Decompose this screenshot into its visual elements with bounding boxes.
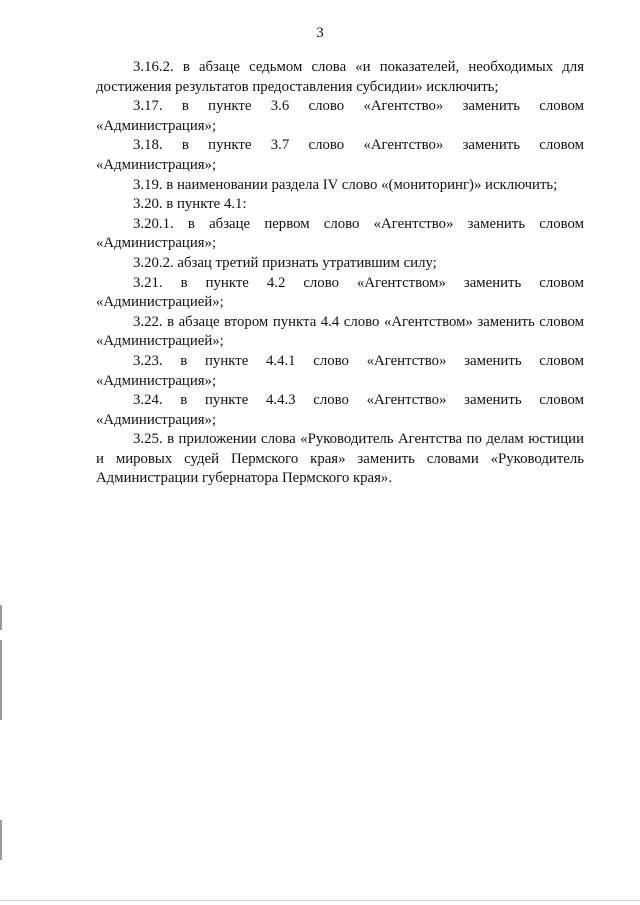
paragraph-3-17: 3.17. в пункте 3.6 слово «Агентство» заменить словом «Администрация»; — [96, 98, 584, 134]
document-body — [96, 58, 584, 489]
paragraph-3-20-2: 3.20.2. абзац третий признать утратившим силу; — [133, 254, 437, 271]
paragraph-3-25: 3.25. в приложении слова «Руководитель Агентства по делам юстиции и мировых судей Пермского края» заменить словами «Руководитель Администрации губернатора Пермского края». — [96, 431, 584, 487]
paragraph-3-23: 3.23. в пункте 4.4.1 слово «Агентство» заменить словом «Администрация»; — [96, 352, 584, 389]
scan-edge-mark — [0, 605, 2, 630]
scan-bottom-edge — [0, 900, 640, 901]
paragraph-3-18: 3.18. в пункте 3.7 слово «Агентство» заменить словом «Администрация»; — [96, 137, 584, 173]
paragraph-3-22: 3.22. в абзаце втором пункта 4.4 слово «Агентством» заменить словом «Администрацией»; — [96, 313, 584, 350]
paragraph-3-24: 3.24. в пункте 4.4.3 слово «Агентство» заменить словом «Администрация»; — [96, 392, 584, 428]
paragraph-3-19: 3.19. в наименовании раздела IV слово «(мониторинг)» исключить; — [133, 176, 558, 193]
paragraph-3-20-1: 3.20.1. в абзаце первом слово «Агентство» заменить словом «Администрация»; — [96, 215, 584, 252]
paragraph-3-20: 3.20. в пункте 4.1: — [133, 196, 247, 213]
scan-edge-mark — [0, 820, 2, 860]
scan-edge-mark — [0, 640, 2, 720]
paragraph-3-16-2: 3.16.2. в абзаце седьмом слова «и показателей, необходимых для достижения результатов предоставления субсидии» исключить; — [96, 59, 584, 95]
page-number: 3 — [316, 25, 324, 41]
paragraph-3-21: 3.21. в пункте 4.2 слово «Агентством» заменить словом «Администрацией»; — [96, 274, 584, 311]
